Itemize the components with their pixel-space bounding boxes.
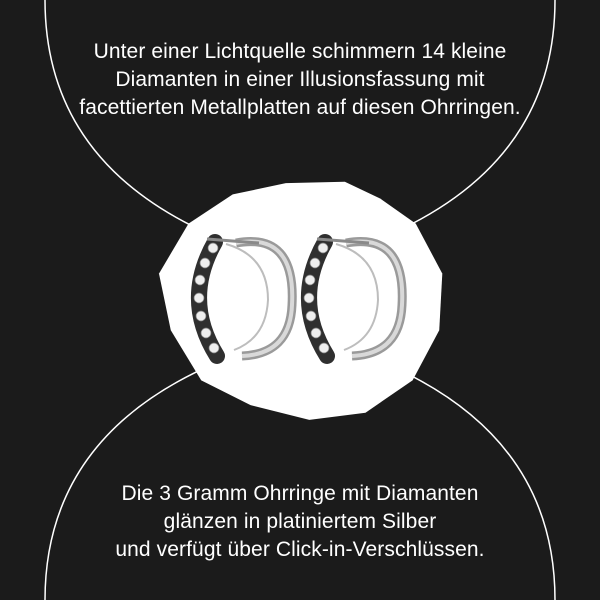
- diamond-2: [310, 258, 320, 268]
- diamond-5: [196, 311, 206, 321]
- diamond-6: [311, 328, 321, 338]
- diamond-7: [209, 343, 219, 353]
- diamond-4: [194, 293, 204, 303]
- right-earring: [304, 239, 402, 356]
- top-line-2: Diamanten in einer Illusionsfassung mit: [115, 68, 485, 91]
- diamond-3: [305, 275, 315, 285]
- left-earring: [194, 239, 292, 356]
- diamond-1: [208, 243, 218, 253]
- diamond-3: [195, 275, 205, 285]
- bottom-line-3: und verfügt über Click-in-Verschlüssen.: [115, 538, 485, 561]
- diamond-1: [318, 243, 328, 253]
- top-line-1: Unter einer Lichtquelle schimmern 14 kleine: [93, 40, 507, 63]
- bottom-description: [30, 480, 570, 564]
- bottom-line-2: glänzen in platiniertem Silber: [163, 510, 437, 533]
- diamond-7: [319, 343, 329, 353]
- diamond-5: [306, 311, 316, 321]
- bottom-line-1: Die 3 Gramm Ohrringe mit Diamanten: [121, 482, 479, 505]
- diamond-6: [201, 328, 211, 338]
- diamond-2: [200, 258, 210, 268]
- top-line-3: facettierten Metallplatten auf diesen Ohrringen.: [79, 96, 521, 119]
- diamond-4: [304, 293, 314, 303]
